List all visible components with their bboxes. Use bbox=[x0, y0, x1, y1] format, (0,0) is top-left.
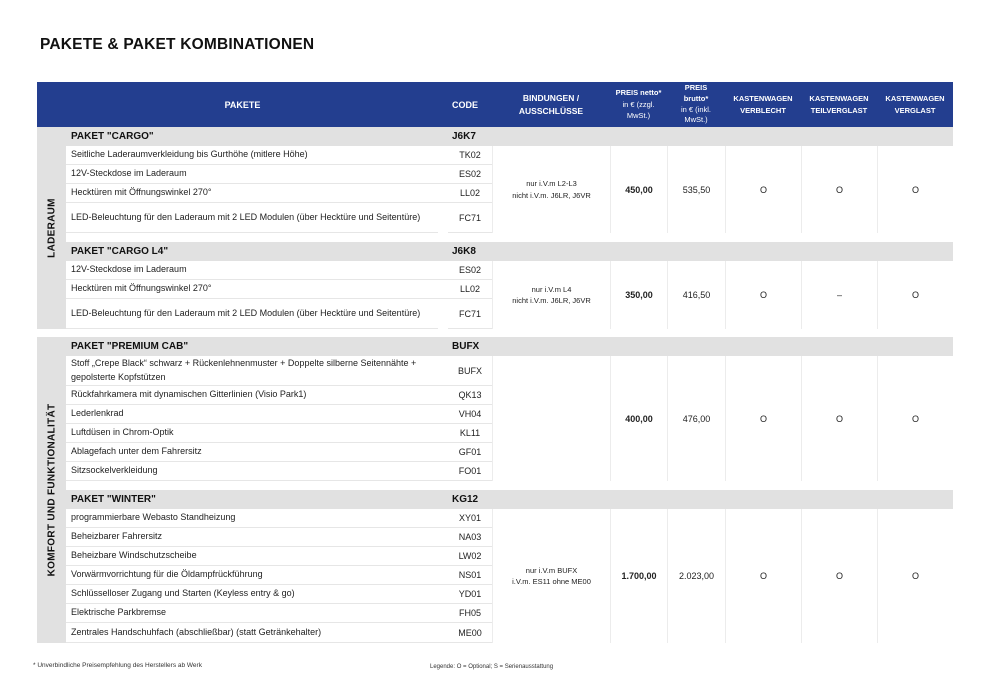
header-preis-netto-title: PREIS netto* bbox=[615, 88, 662, 98]
item-code: LW02 bbox=[448, 547, 492, 566]
package-code: J6K8 bbox=[452, 246, 476, 257]
list-item: Beheizbarer Fahrersitz bbox=[66, 528, 448, 547]
bindungen-line1: nur i.V.m BUFX bbox=[525, 565, 578, 575]
header-preis-netto bbox=[610, 82, 667, 127]
section-label-komfort: KOMFORT UND FUNKTIONALITÄT bbox=[46, 403, 57, 577]
item-code: BUFX bbox=[448, 356, 492, 386]
header-preis-brutto-sub2: MwSt.) bbox=[684, 115, 708, 125]
price-netto: 450,00 bbox=[610, 146, 667, 233]
item-code: ME00 bbox=[448, 623, 492, 643]
list-item: Zentrales Handschuhfach (abschließbar) (statt Getränkehalter) bbox=[66, 623, 448, 643]
price-brutto: 2.023,00 bbox=[667, 509, 725, 643]
item-code: NA03 bbox=[448, 528, 492, 547]
list-item: Vorwärmvorrichtung für die Öldampfrückführung bbox=[66, 566, 448, 585]
package-name: PAKET "PREMIUM CAB" bbox=[71, 341, 189, 352]
header-preis-brutto-title2: brutto* bbox=[683, 93, 709, 103]
table-header bbox=[37, 82, 953, 127]
item-code: FC71 bbox=[448, 203, 492, 233]
list-item: Elektrische Parkbremse bbox=[66, 604, 448, 623]
package-code: BUFX bbox=[452, 341, 480, 352]
kw-teilverglast-cell: – bbox=[801, 261, 877, 329]
package-row-cargo-l4 bbox=[66, 242, 953, 261]
item-code: ES02 bbox=[448, 165, 492, 184]
bindungen-cell bbox=[492, 356, 610, 481]
list-item: 12V-Steckdose im Laderaum bbox=[66, 165, 448, 184]
list-item: 12V-Steckdose im Laderaum bbox=[66, 261, 448, 280]
list-item: LED-Beleuchtung für den Laderaum mit 2 LED Modulen (über Hecktüre und Seitentüre) bbox=[66, 299, 438, 329]
kw-verblecht-cell: O bbox=[725, 146, 801, 233]
legend: Legende: O = Optional; S = Serienausstattung bbox=[430, 664, 554, 670]
kw-teilverglast-cell: O bbox=[801, 356, 877, 481]
list-item: Seitliche Laderaumverkleidung bis Gurthöhe (mitlere Höhe) bbox=[66, 146, 448, 165]
item-code: ES02 bbox=[448, 261, 492, 280]
item-code: FC71 bbox=[448, 299, 492, 329]
bindungen-cell bbox=[492, 261, 610, 329]
section-label-laderaum: LADERAUM bbox=[46, 198, 57, 258]
header-kw-verglast bbox=[877, 82, 953, 127]
package-row-premium-cab bbox=[66, 337, 953, 356]
list-item: LED-Beleuchtung für den Laderaum mit 2 LED Modulen (über Hecktüre und Seitentüre) bbox=[66, 203, 438, 233]
header-code: CODE bbox=[451, 99, 478, 110]
package-row-winter bbox=[66, 490, 953, 509]
list-item: Sitzsockelverkleidung bbox=[66, 462, 448, 481]
bindungen-line2: nicht i.V.m. J6LR, J6VR bbox=[512, 296, 591, 305]
kw-verblecht-cell: O bbox=[725, 356, 801, 481]
item-code: NS01 bbox=[448, 566, 492, 585]
section-komfort bbox=[37, 337, 66, 643]
price-brutto: 476,00 bbox=[667, 356, 725, 481]
price-netto: 400,00 bbox=[610, 356, 667, 481]
header-kw-teilverglast bbox=[801, 82, 877, 127]
header-preis-brutto bbox=[667, 82, 725, 127]
header-kw2-line1: KASTENWAGEN bbox=[809, 94, 869, 104]
item-code: TK02 bbox=[448, 146, 492, 165]
list-item: Lederlenkrad bbox=[66, 405, 448, 424]
list-item: Hecktüren mit Öffnungswinkel 270° bbox=[66, 184, 448, 203]
header-kw-verblecht bbox=[725, 82, 801, 127]
price-brutto: 535,50 bbox=[667, 146, 725, 233]
bindungen-line1: nur i.V.m L4 bbox=[531, 284, 572, 294]
item-code: YD01 bbox=[448, 585, 492, 604]
item-code: LL02 bbox=[448, 184, 492, 203]
header-preis-netto-sub2: MwSt.) bbox=[626, 111, 651, 121]
kw-verglast-cell: O bbox=[877, 356, 953, 481]
header-kw3-line2: VERGLAST bbox=[894, 105, 936, 115]
header-kw3-line1: KASTENWAGEN bbox=[885, 94, 945, 104]
header-kw1-line1: KASTENWAGEN bbox=[733, 94, 793, 104]
package-name: PAKET "CARGO L4" bbox=[71, 246, 169, 257]
kw-verglast-cell: O bbox=[877, 509, 953, 643]
price-brutto: 416,50 bbox=[667, 261, 725, 329]
package-name: PAKET "CARGO" bbox=[71, 131, 154, 142]
price-netto: 1.700,00 bbox=[610, 509, 667, 643]
item-code: GF01 bbox=[448, 443, 492, 462]
list-item: Hecktüren mit Öffnungswinkel 270° bbox=[66, 280, 448, 299]
bindungen-cell bbox=[492, 146, 610, 233]
package-code: KG12 bbox=[452, 494, 479, 505]
list-item: Stoff „Crepe Black“ schwarz + Rückenlehnenmuster + Doppelte silberne Seitennähte + gepolsterte Kopfstützen bbox=[66, 356, 448, 386]
price-netto: 350,00 bbox=[610, 261, 667, 329]
header-bindungen bbox=[492, 82, 610, 127]
header-kw2-line2: TEILVERGLAST bbox=[810, 105, 868, 115]
item-code: FH05 bbox=[448, 604, 492, 623]
kw-teilverglast-cell: O bbox=[801, 509, 877, 643]
header-bindungen-line2: AUSSCHLÜSSE bbox=[518, 105, 584, 116]
kw-verblecht-cell: O bbox=[725, 509, 801, 643]
bindungen-cell bbox=[492, 509, 610, 643]
bindungen-line1: nur i.V.m L2-L3 bbox=[526, 179, 577, 189]
list-item: Rückfahrkamera mit dynamischen Gitterlinien (Visio Park1) bbox=[66, 386, 448, 405]
header-preis-brutto-sub1: in € (inkl. bbox=[680, 104, 711, 114]
item-code: VH04 bbox=[448, 405, 492, 424]
item-code: KL11 bbox=[448, 424, 492, 443]
kw-verglast-cell: O bbox=[877, 146, 953, 233]
footnote: * Unverbindliche Preisempfehlung des Herstellers ab Werk bbox=[33, 662, 202, 669]
header-kw1-line2: VERBLECHT bbox=[740, 105, 786, 115]
package-code: J6K7 bbox=[452, 131, 476, 142]
list-item: Ablagefach unter dem Fahrersitz bbox=[66, 443, 448, 462]
kw-teilverglast-cell: O bbox=[801, 146, 877, 233]
page-title: PAKETE & PAKET KOMBINATIONEN bbox=[40, 36, 315, 53]
item-code: QK13 bbox=[448, 386, 492, 405]
item-code: XY01 bbox=[448, 509, 492, 528]
header-bindungen-line1: BINDUNGEN / bbox=[522, 92, 580, 103]
header-preis-brutto-title1: PREIS bbox=[684, 82, 708, 92]
kw-verblecht-cell: O bbox=[725, 261, 801, 329]
item-code: LL02 bbox=[448, 280, 492, 299]
item-code: FO01 bbox=[448, 462, 492, 481]
bindungen-line2: nicht i.V.m. J6LR, J6VR bbox=[512, 190, 591, 200]
package-name: PAKET "WINTER" bbox=[71, 494, 156, 505]
kw-verglast-cell: O bbox=[877, 261, 953, 329]
header-pakete: PAKETE bbox=[224, 99, 261, 110]
section-laderaum bbox=[37, 127, 66, 329]
header-preis-netto-sub1: in € (zzgl. bbox=[622, 99, 655, 109]
list-item: Luftdüsen in Chrom-Optik bbox=[66, 424, 448, 443]
bindungen-line2: i.V.m. ES11 ohne ME00 bbox=[512, 577, 591, 586]
list-item: programmierbare Webasto Standheizung bbox=[66, 509, 448, 528]
package-row-cargo bbox=[66, 127, 953, 146]
list-item: Beheizbare Windschutzscheibe bbox=[66, 547, 448, 566]
list-item: Schlüsselloser Zugang und Starten (Keyless entry & go) bbox=[66, 585, 448, 604]
